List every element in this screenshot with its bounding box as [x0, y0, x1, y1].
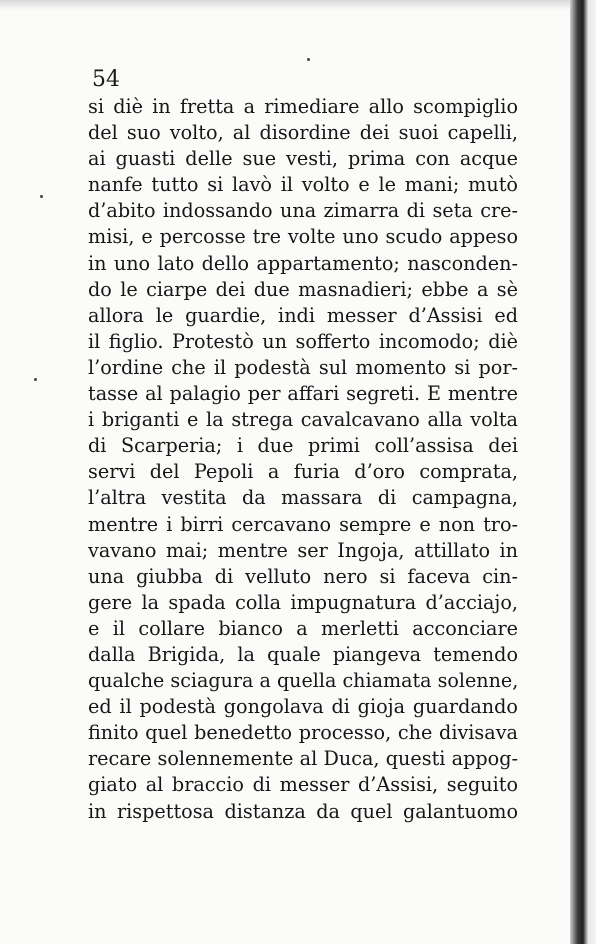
page-top-shadow [0, 0, 570, 10]
text-line: e il collare bianco a merletti acconciare [88, 616, 518, 640]
text-line: qualche sciagura a quella chiamata solenne, [88, 669, 519, 693]
text-line: in rispettosa distanza da quel galantuomo [88, 799, 518, 823]
text-line: in uno lato dello appartamento; nasconden- [88, 251, 518, 275]
text-line: tasse al palagio per affari segreti. E mentre [88, 382, 518, 406]
text-line: giato al braccio di messer d’Assisi, seguito [88, 773, 518, 797]
print-speck [34, 378, 37, 381]
text-line: si diè in fretta a rimediare allo scompiglio [88, 95, 518, 118]
text-line: d’abito indossando una zimarra di seta cre- [88, 199, 518, 223]
text-line: do le ciarpe dei due masnadieri; ebbe a sè [88, 277, 518, 301]
text-line: finito quel benedetto processo, che divisava [88, 721, 518, 745]
page-number: 54 [92, 67, 120, 92]
text-line: allora le guardie, indi messer d’Assisi ed [88, 303, 518, 327]
text-line: misi, e percosse tre volte uno scudo appeso [88, 225, 518, 249]
print-speck [40, 195, 43, 198]
text-line: di Scarperia; i due primi coll’assisa dei [88, 434, 518, 458]
text-line: l’altra vestita da massara di campagna, [88, 486, 518, 510]
text-line: ai guasti delle sue vesti, prima con acque [88, 147, 518, 171]
text-line: ed il podestà gongolava di gioja guardando [88, 695, 518, 719]
text-line: dalla Brigida, la quale piangeva temendo [88, 642, 518, 666]
text-line: l’ordine che il podestà sul momento si por- [88, 355, 518, 379]
text-line: del suo volto, al disordine dei suoi capelli, [88, 121, 518, 145]
text-line: i briganti e la strega cavalcavano alla volta [88, 408, 518, 432]
book-binding-edge [570, 0, 596, 944]
body-text [88, 94, 518, 825]
text-line: nanfe tutto si lavò il volto e le mani; mutò [88, 173, 518, 197]
text-line: servi del Pepoli a furia d’oro comprata, [88, 460, 518, 484]
text-line: una giubba di velluto nero si faceva cin- [88, 564, 518, 588]
print-speck [307, 58, 310, 61]
text-line: recare solennemente al Duca, questi appog- [88, 747, 518, 771]
text-line: gere la spada colla impugnatura d’acciajo, [88, 590, 518, 614]
text-line: mentre i birri cercavano sempre e non tro- [88, 512, 518, 536]
text-line: vavano mai; mentre ser Ingoja, attillato in [88, 538, 518, 562]
text-line: il figlio. Protestò un sofferto incomodo; diè [88, 329, 518, 353]
